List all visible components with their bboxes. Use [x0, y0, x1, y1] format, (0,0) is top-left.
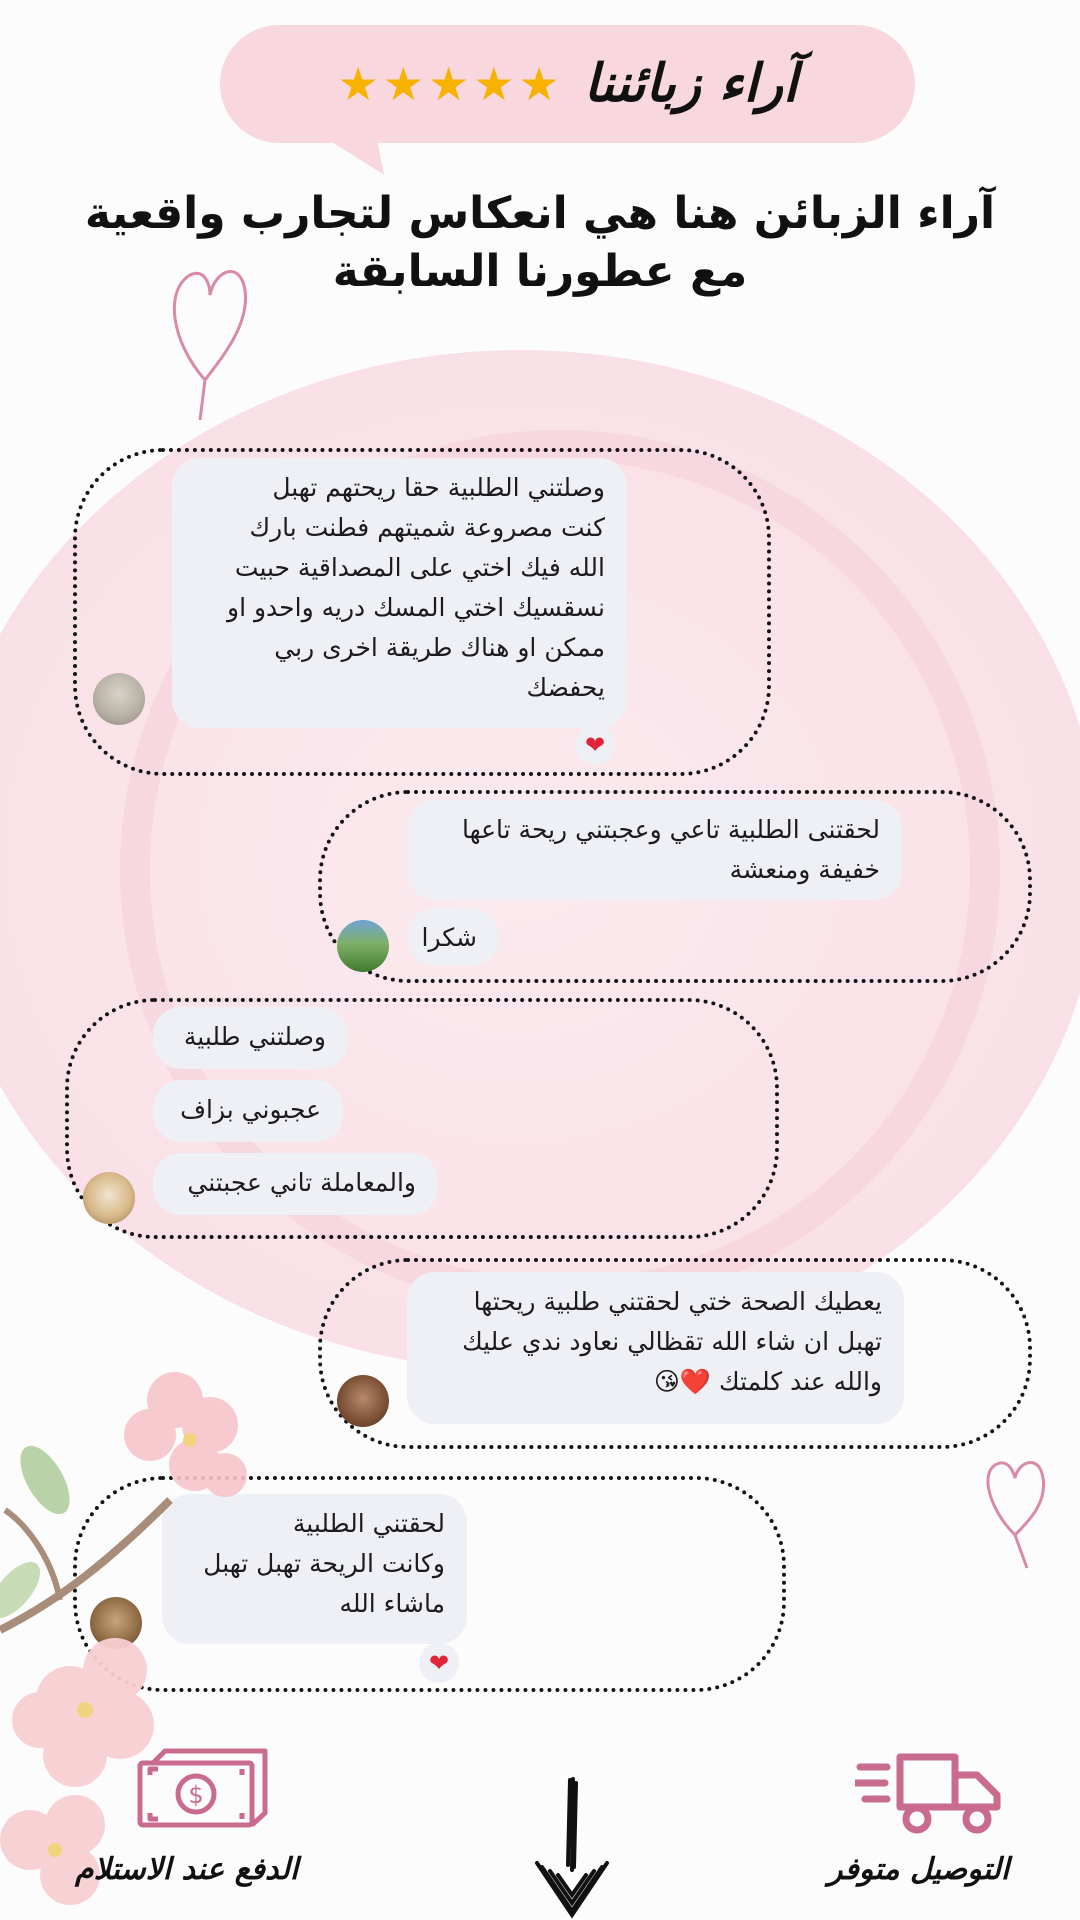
star-icon: ★: [428, 57, 470, 111]
review-message: [407, 908, 499, 966]
heart-doodle-icon: [160, 250, 260, 430]
subtitle-line: مع عطورنا السابقة: [332, 246, 748, 297]
review-line: شكرا: [421, 923, 477, 952]
review-line: والمعاملة تاني عجبتني: [187, 1168, 416, 1197]
review-line: لحقتني الطلبية: [292, 1509, 445, 1538]
star-icon: ★: [518, 57, 560, 111]
review-message: [407, 800, 902, 900]
avatar: [83, 1172, 135, 1224]
review-line: عجبوني بزاف: [180, 1095, 321, 1124]
star-icon: ★: [382, 57, 425, 111]
review-line: لحقتنى الطلبية تاعي وعجبتني ريحة تاعها: [461, 815, 880, 844]
payment-label: الدفع عند الاستلام: [75, 1852, 299, 1887]
review-line: تهبل ان شاء الله تقظالي نعاود ندي عليك: [462, 1327, 882, 1356]
heart-doodle-icon: [975, 1440, 1055, 1570]
review-line: الله فيك اختي على المصداقية حبيت: [234, 553, 605, 582]
star-icon: ★: [337, 57, 379, 111]
truck-icon: [855, 1745, 1005, 1840]
review-line: وصلتني طلبية: [183, 1022, 326, 1051]
review-line: ممكن او هناك طريقة اخرى ربي: [274, 633, 605, 662]
review-line: وصلتني الطلبية حقا ريحتهم تهبل: [272, 473, 605, 502]
rating-stars: [337, 57, 560, 111]
review-message: [153, 1080, 343, 1142]
delivery-label: التوصيل متوفر: [828, 1852, 1010, 1887]
avatar: [337, 920, 389, 972]
review-line: يعطيك الصحة ختي لحقتني طلبية ريحتها: [473, 1287, 882, 1316]
review-message: [153, 1153, 438, 1215]
money-icon: [135, 1745, 270, 1833]
subtitle-line: آراء الزبائن هنا هي انعكاس لتجارب واقعية: [84, 188, 996, 239]
review-line: خفيفة ومنعشة: [729, 855, 880, 884]
review-line: والله عند كلمتك ❤️😘: [653, 1367, 882, 1396]
review-line: كنت مصروعة شميتهم فطنت بارك: [249, 513, 605, 542]
svg-text:$: $: [188, 1781, 204, 1809]
review-line: ماشاء الله: [339, 1589, 445, 1618]
flower-decoration-icon: [0, 1370, 330, 1920]
review-line: يحفضك: [526, 673, 605, 702]
avatar: [337, 1375, 389, 1427]
arrow-down-icon: [532, 1775, 612, 1920]
review-message: [153, 1007, 348, 1069]
page-title: آراء زبائننا: [583, 54, 798, 114]
avatar: [93, 673, 145, 725]
review-message: [172, 458, 627, 728]
review-line: نسقسيك اختي المسك دريه واحدو او: [227, 593, 605, 622]
review-message: [407, 1272, 904, 1424]
heart-reaction-icon: ❤: [419, 1643, 459, 1683]
star-icon: ★: [473, 57, 515, 111]
heart-reaction-icon: ❤: [575, 725, 615, 765]
header-bubble: [220, 25, 915, 143]
review-line: وكانت الريحة تهبل تهبل: [203, 1549, 445, 1578]
